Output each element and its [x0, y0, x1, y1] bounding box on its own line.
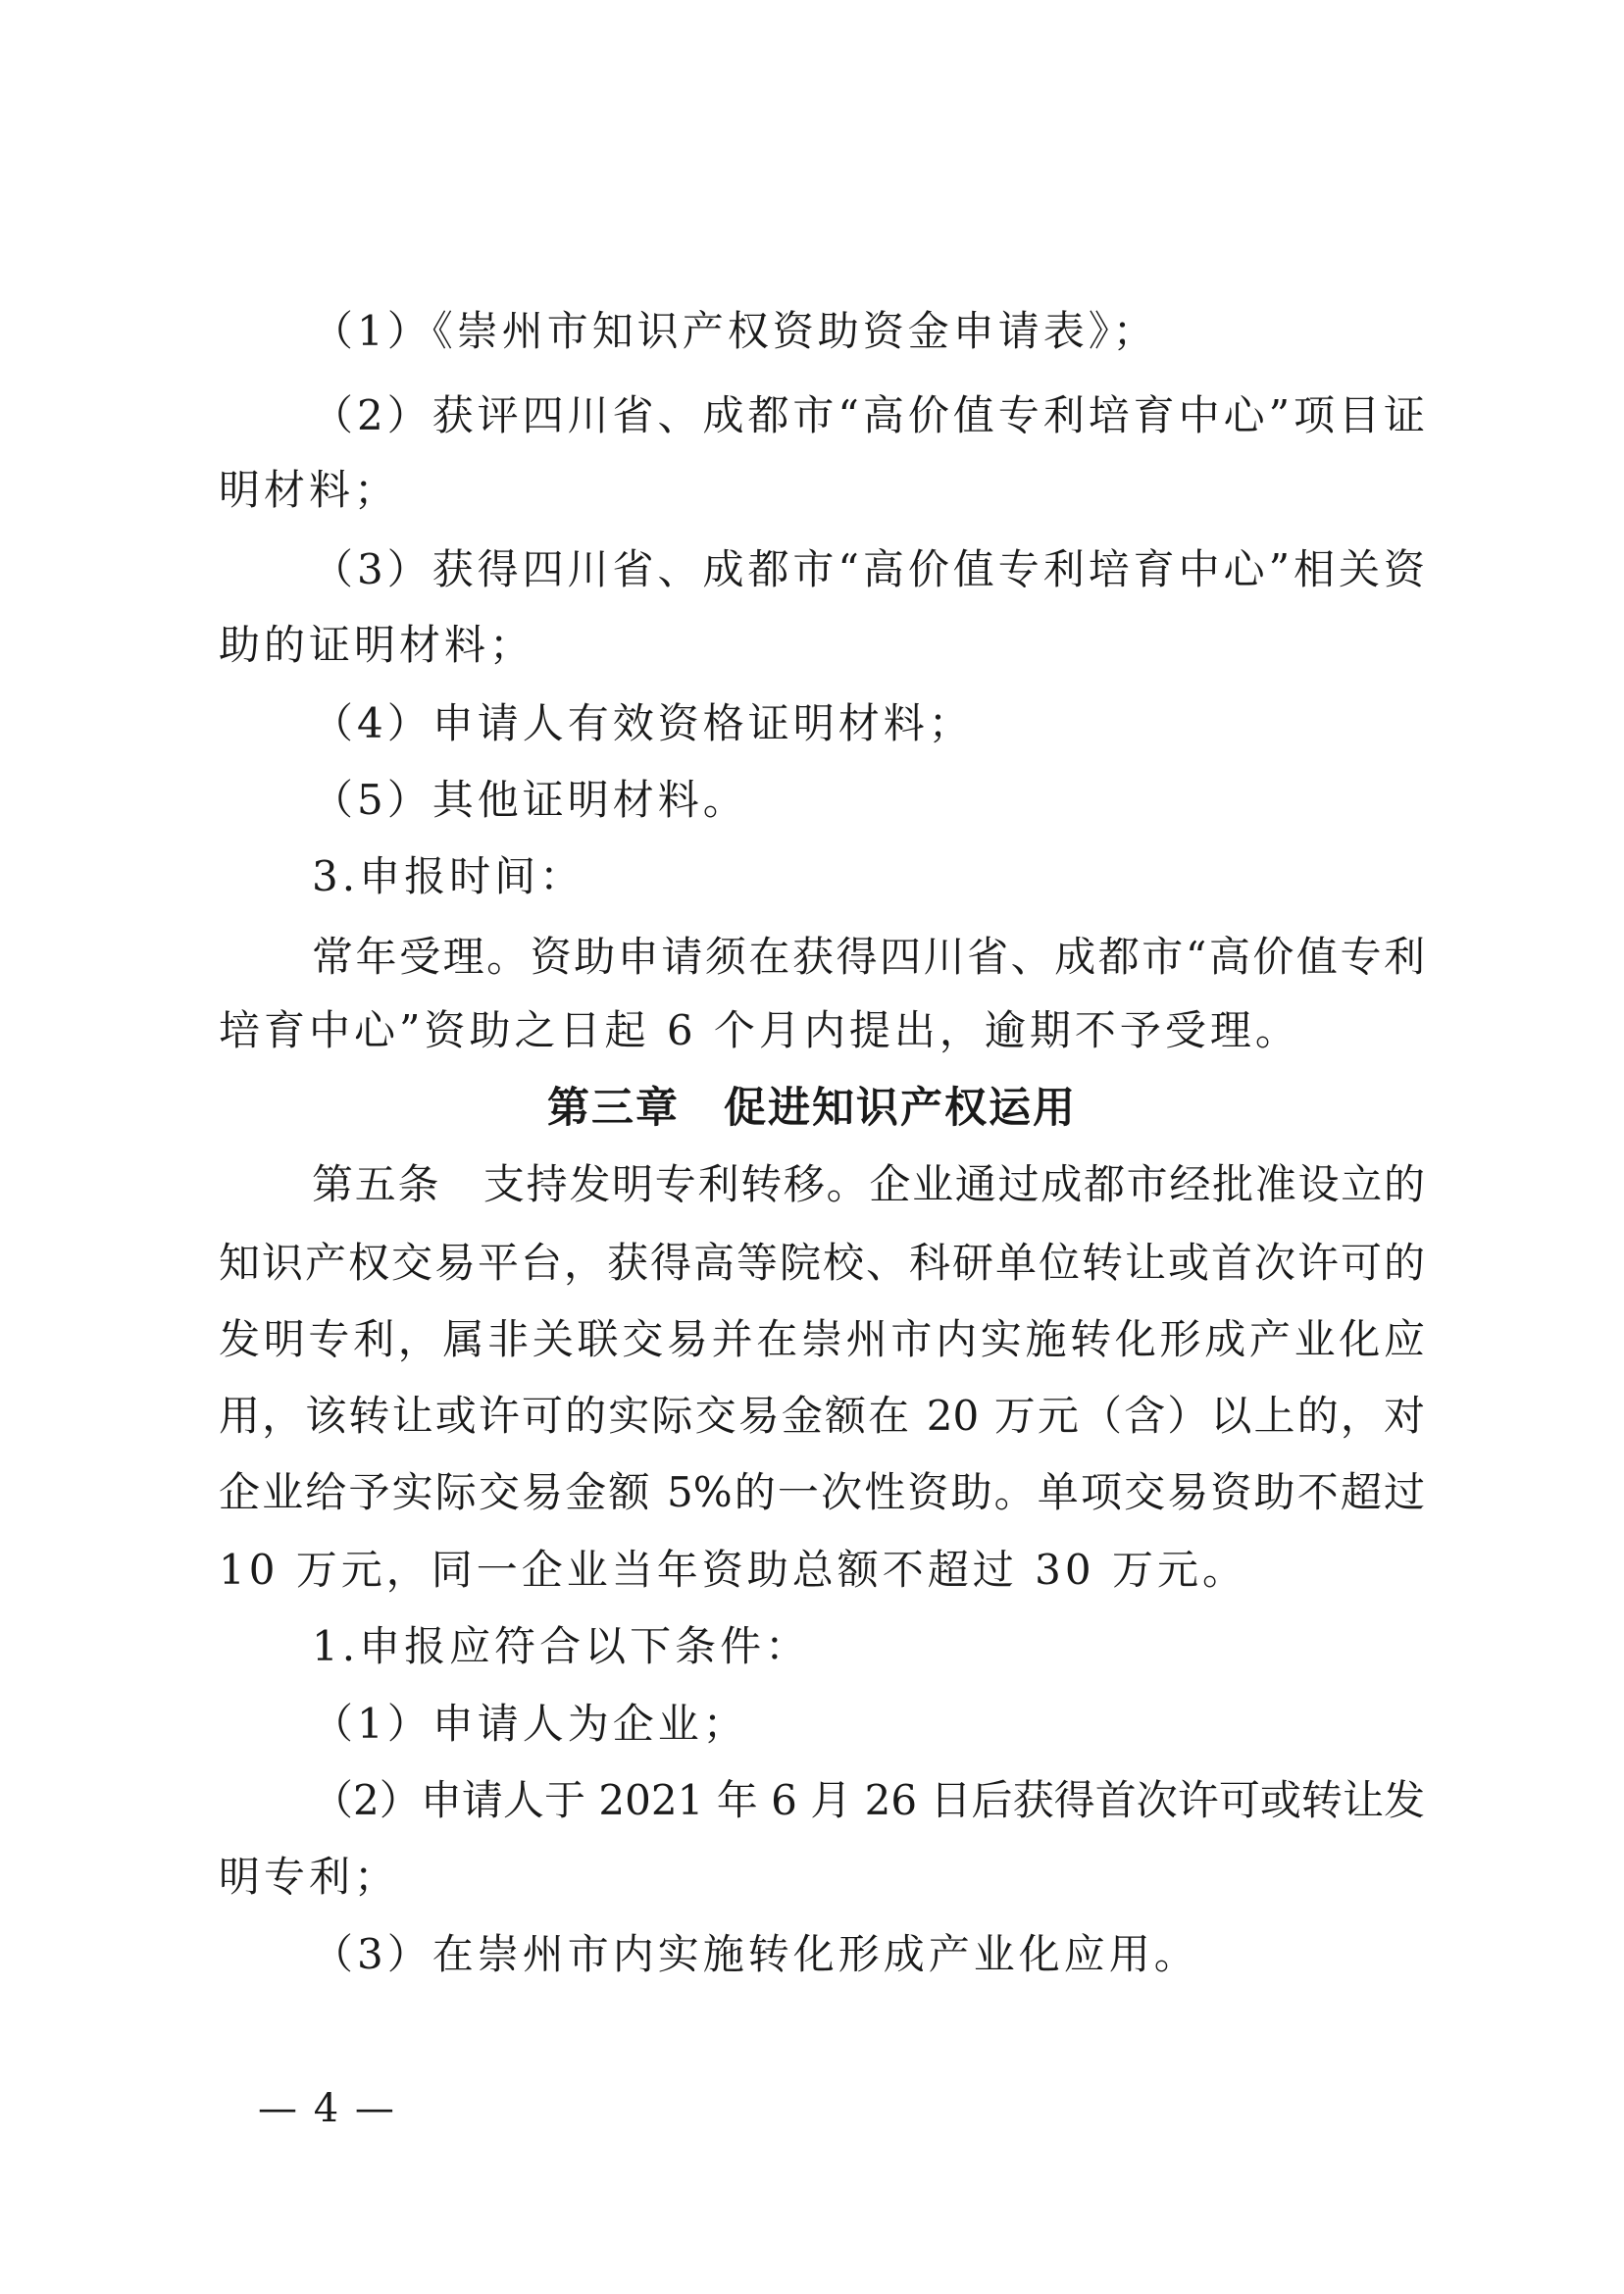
paragraph-line: 助的证明材料； [219, 621, 535, 669]
chapter-heading: 第三章 促进知识产权运用 [547, 1084, 1077, 1133]
paragraph-line: （2）申请人于 2021 年 6 月 26 日后获得首次许可或转让发 [312, 1776, 1425, 1824]
paragraph-line: 明专利； [219, 1853, 400, 1901]
paragraph-line: （5）其他证明材料。 [312, 776, 748, 824]
paragraph-line: 10 万元，同一企业当年资助总额不超过 30 万元。 [219, 1546, 1247, 1594]
paragraph-line: 用，该转让或许可的实际交易金额在 20 万元（含）以上的，对 [219, 1392, 1425, 1440]
paragraph-line: 3.申报时间： [312, 852, 585, 900]
paragraph-line: （3）获得四川省、成都市“高价值专利培育中心”相关资 [312, 545, 1425, 593]
paragraph-line: 1.申报应符合以下条件： [312, 1622, 811, 1670]
paragraph-line: （4）申请人有效资格证明材料； [312, 699, 974, 747]
paragraph-line: 常年受理。资助申请须在获得四川省、成都市“高价值专利 [312, 933, 1425, 981]
paragraph-line: （3）在崇州市内实施转化形成产业化应用。 [312, 1930, 1199, 1978]
paragraph-line: 第五条 支持发明专利转移。企业通过成都市经批准设立的 [312, 1160, 1425, 1208]
paragraph-line: 发明专利，属非关联交易并在崇州市内实施转化形成产业化应 [219, 1315, 1425, 1363]
page-number: — 4 — [258, 2086, 396, 2131]
paragraph-line: 企业给予实际交易金额 5%的一次性资助。单项交易资助不超过 [219, 1468, 1425, 1516]
paragraph-line: 明材料； [219, 466, 400, 514]
paragraph-line: （2）获评四川省、成都市“高价值专利培育中心”项目证 [312, 391, 1425, 439]
paragraph-line: （1）《崇州市知识产权资助资金申请表》； [312, 307, 1158, 355]
paragraph-line: 知识产权交易平台，获得高等院校、科研单位转让或首次许可的 [219, 1239, 1425, 1287]
paragraph-line: 培育中心”资助之日起 6 个月内提出，逾期不予受理。 [219, 1006, 1300, 1054]
paragraph-line: （1）申请人为企业； [312, 1700, 748, 1748]
